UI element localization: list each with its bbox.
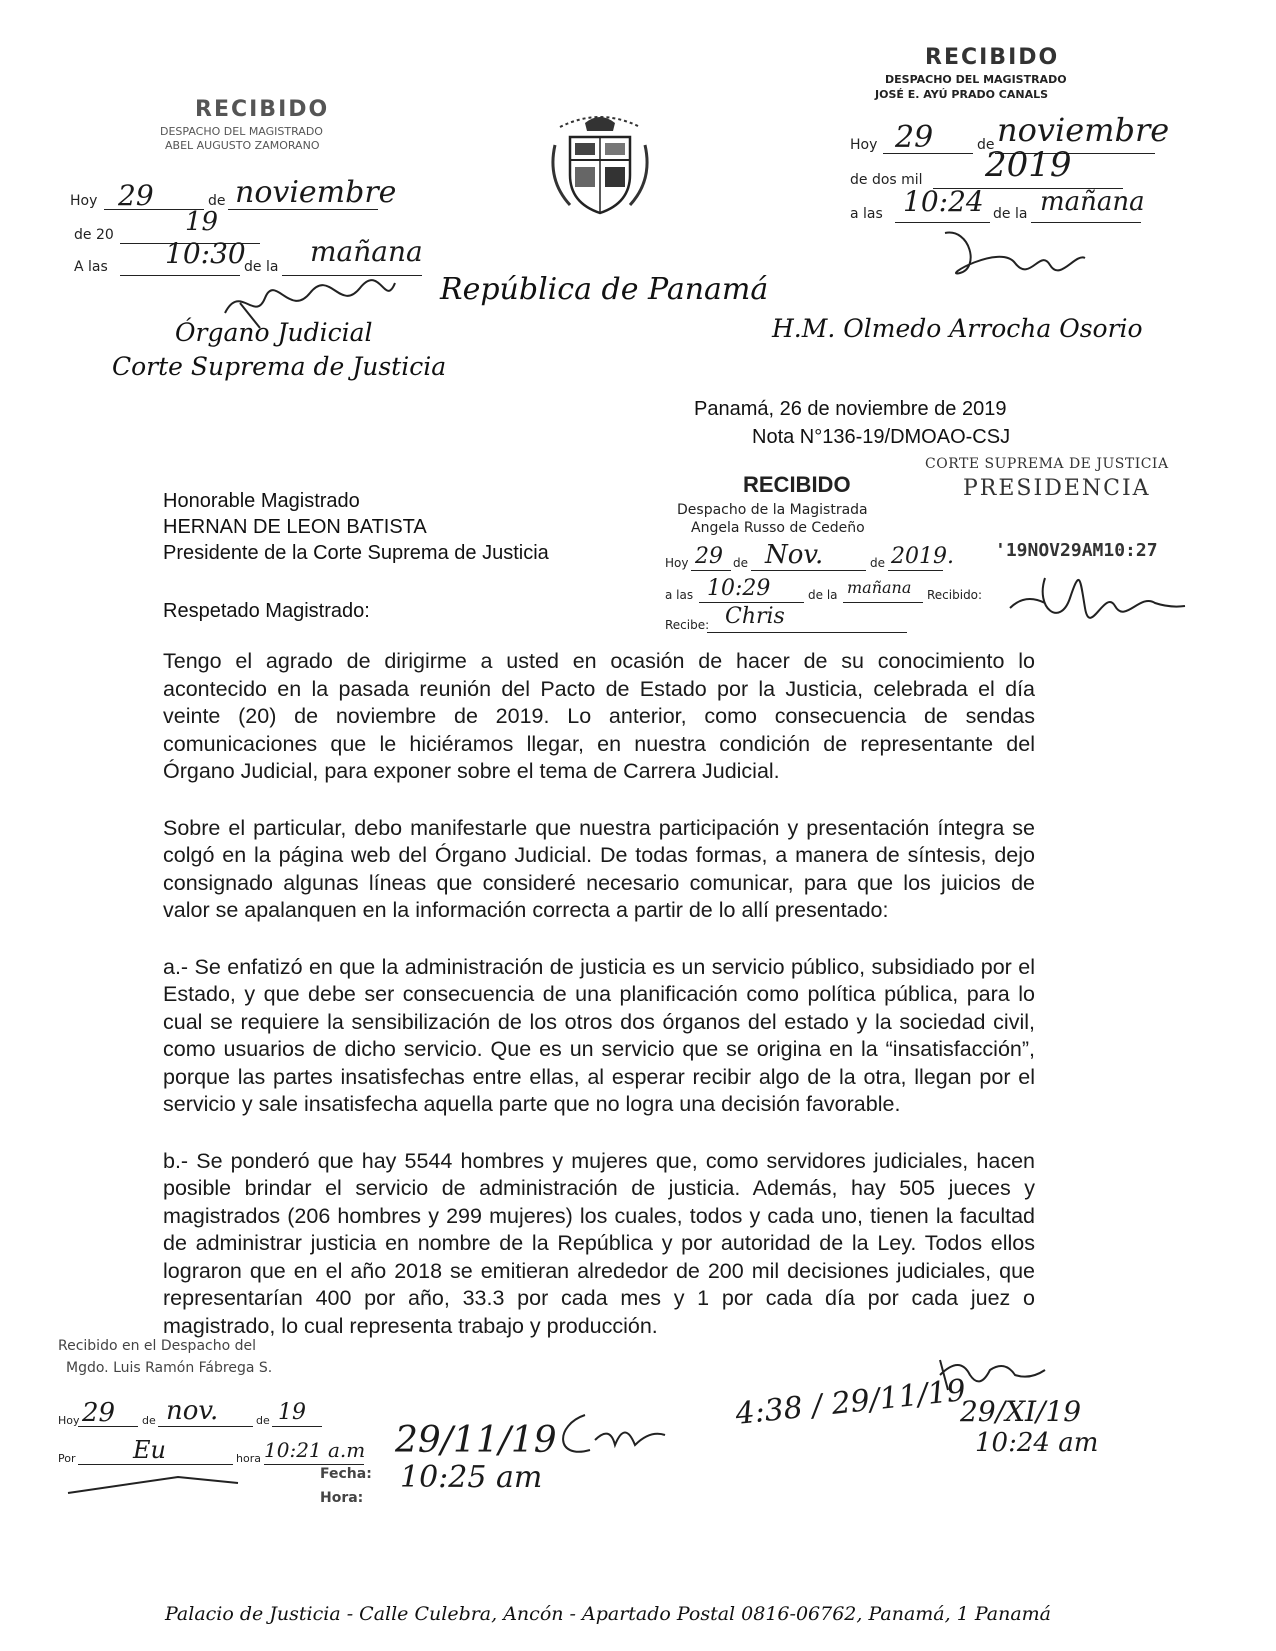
stamp-recibido-label: Recibido: [927, 588, 983, 602]
presidency-timestamp: '19NOV29AM10:27 [995, 540, 1158, 561]
place-date: Panamá, 26 de noviembre de 2019 [694, 398, 1007, 420]
letterhead-magistrate: H.M. Olmedo Arrocha Osorio [772, 314, 1143, 343]
letter-body [163, 648, 1035, 1369]
handwritten-note-right-time: 10:24 am [975, 1428, 1099, 1458]
stamp-de2-label: de la [244, 259, 279, 275]
stamp-de-label: de [733, 556, 748, 570]
stamp-hoy-value: 29 [695, 544, 723, 569]
stamp-hoy-label: Hoy [58, 1414, 80, 1427]
stamp-por-value: Eu [133, 1436, 166, 1464]
recipient-title: Honorable Magistrado [163, 490, 360, 512]
signature-fabrega-secondary [555, 1405, 675, 1465]
stamp-de-year-label: de [870, 556, 885, 570]
stamp-hour-label: A las [74, 259, 108, 275]
stamp-de-label: de [208, 193, 226, 209]
stamp-hoy-label: Hoy [70, 193, 98, 209]
recipient-position: Presidente de la Corte Suprema de Justicia [163, 542, 549, 564]
signature-right [930, 1350, 1050, 1400]
stamp-recibe-value: Chris [725, 604, 785, 629]
letterhead-republic: República de Panamá [440, 272, 769, 307]
stamp-hoy-value: 29 [895, 120, 934, 155]
stamp-zamorano [70, 95, 450, 305]
stamp-recibe-label: Recibe: [665, 618, 710, 632]
signature-russo [1000, 568, 1190, 638]
presidency-line1: CORTE SUPREMA DE JUSTICIA [925, 456, 1169, 472]
stamp-line2: ABEL AUGUSTO ZAMORANO [165, 139, 320, 152]
stamp-year-value: 2019 [985, 145, 1072, 185]
stamp-year-label: de dos mil [850, 172, 923, 188]
stamp-de-label: de [142, 1414, 156, 1427]
stamp-period-value: mañana [847, 578, 912, 597]
stamp-line2: JOSÉ E. AYÚ PRADO CANALS [875, 88, 1049, 101]
paragraph-point-a: a.- Se enfatizó en que la administración de justicia es un servicio público, subsidiado por el Estado, y que debe ser consecuencia de una planificación como política pública, para lo cual se requiere la sensibilización de los otros dos órganos del estado y la sociedad civil, como usuarios de dicho servicio. Que es un servicio que se origina en la “insatisfacción”, porque las partes insatisfechas entre ellas, al esperar recibir algo de la otra, llegan por el servicio y sale insatisfecha aquella parte que no logra una decisión favorable. [163, 954, 1035, 1116]
signature-fabrega [58, 1463, 258, 1503]
stamp-fecha-label: Fecha: [320, 1466, 372, 1482]
stamp-ayu-prado [845, 45, 1175, 265]
stamp-de-la-label: de la [808, 588, 838, 602]
stamp-year-label: de 20 [74, 227, 114, 243]
handwritten-hora-value: 10:25 am [400, 1460, 543, 1495]
stamp-month-value: noviembre [235, 175, 397, 210]
stamp-fabrega [58, 1338, 438, 1508]
stamp-line1: Recibido en el Despacho del [58, 1338, 256, 1354]
stamp-period-value: mañana [1040, 187, 1145, 217]
stamp-month-value: noviembre [997, 111, 1170, 149]
coat-of-arms-emblem [545, 105, 655, 220]
note-number: Nota N°136-19/DMOAO-CSJ [752, 426, 1011, 448]
stamp-month-value: nov. [166, 1396, 219, 1426]
stamp-title: RECIBIDO [925, 45, 1060, 70]
stamp-line1: DESPACHO DEL MAGISTRADO [160, 125, 323, 138]
handwritten-fecha-value: 29/11/19 [395, 1420, 557, 1461]
stamp-title: RECIBIDO [743, 472, 851, 497]
stamp-hoy-label: Hoy [665, 556, 689, 570]
footer-address: Palacio de Justicia - Calle Culebra, Ancón - Apartado Postal 0816-06762, Panamá, 1 Panamá [165, 1603, 1052, 1625]
stamp-hour-value: 10:29 [707, 576, 771, 601]
stamp-month-value: Nov. [765, 540, 824, 570]
handwritten-note-right-date: 29/XI/19 [960, 1395, 1082, 1428]
stamp-russo [665, 472, 995, 642]
stamp-de2-label: de la [993, 206, 1028, 222]
paragraph-intro: Tengo el agrado de dirigirme a usted en ocasión de hacer de su conocimiento lo acontecido en la pasada reunión del Pacto de Estado por la Justicia, celebrada el día veinte (20) de noviembre de 2019. Lo anterior, como consecuencia de sendas comunicaciones que le hiciéramos llegar, en nuestra condición de representante del Órgano Judicial, para exponer sobre el tema de Carrera Judicial. [163, 649, 1035, 783]
stamp-de-label: de [977, 137, 995, 153]
stamp-line2: Mgdo. Luis Ramón Fábrega S. [66, 1360, 273, 1376]
signature-ayu-prado [940, 223, 1090, 283]
stamp-hour-value: 10:24 [903, 185, 984, 218]
recipient-name: HERNAN DE LEON BATISTA [163, 516, 427, 538]
stamp-hoy-label: Hoy [850, 137, 878, 153]
stamp-line1: DESPACHO DEL MAGISTRADO [885, 73, 1067, 86]
stamp-line2: Angela Russo de Cedeño [691, 520, 865, 536]
stamp-year-value: 19 [278, 1400, 306, 1425]
stamp-hour-label: a las [850, 206, 883, 222]
stamp-de2-label: de [256, 1414, 270, 1427]
stamp-period-value: mañana [310, 235, 423, 268]
letterhead-court: Corte Suprema de Justicia [112, 352, 447, 381]
paragraph-point-b: b.- Se ponderó que hay 5544 hombres y mujeres que, como servidores judiciales, hacen posible brindar el servicio de administración de justicia. Además, hay 505 jueces y magistrados (206 hombres y 299 mujeres) los cuales, todos y cada uno, tienen la facultad de administrar justicia en nombre de la República y por autoridad de la Ley. Todos ellos lograron que en el año 2018 se emitieran alrededor de 200 mil decisiones judiciales, que representarían 400 por año, 33.3 por cada mes y 1 por cada día por cada juez o magistrado, lo cual representa trabajo y producción. [163, 1148, 1035, 1338]
letterhead-organ: Órgano Judicial [175, 318, 373, 347]
stamp-year-value: 2019. [891, 544, 954, 569]
stamp-hora2-label: Hora: [320, 1490, 364, 1506]
stamp-por-label: Por [58, 1452, 76, 1465]
presidency-line2: PRESIDENCIA [963, 476, 1151, 501]
stamp-hora-value: 10:21 a.m [264, 1438, 366, 1462]
stamp-hoy-value: 29 [82, 1398, 116, 1428]
handwritten-note-center: 4:38 / 29/11/19 [733, 1373, 968, 1432]
paragraph-context: Sobre el particular, debo manifestarle que nuestra participación y presentación íntegra se colgó en la página web del Órgano Judicial. De todas formas, a manera de síntesis, dejo consignado algunas líneas que consideré necesario comunicar, para que los juicios de valor se apalanquen en la información correcta a partir de lo allí presentado: [163, 815, 1035, 922]
stamp-hour-value: 10:30 [165, 237, 246, 270]
stamp-hoy-value: 29 [118, 179, 154, 212]
greeting: Respetado Magistrado: [163, 600, 370, 622]
stamp-hora-label: hora [236, 1452, 261, 1465]
stamp-title: RECIBIDO [195, 97, 330, 122]
stamp-hour-label: a las [665, 588, 694, 602]
stamp-year-value: 19 [185, 207, 219, 237]
stamp-line1: Despacho de la Magistrada [677, 502, 868, 518]
